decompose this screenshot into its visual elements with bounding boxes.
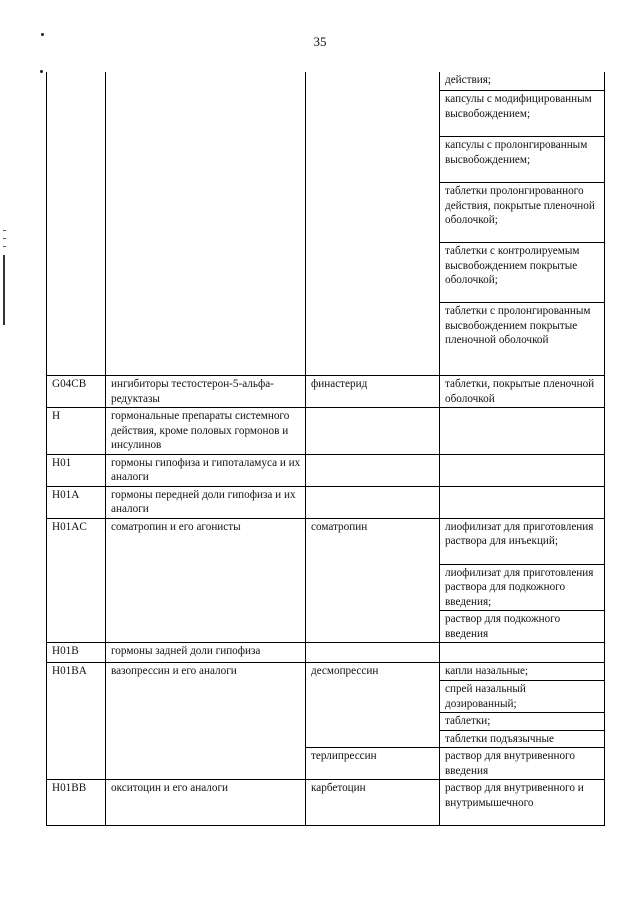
form-cell: лиофилизат для приготовления раствора для подкожного введения;	[440, 564, 605, 611]
group-cell: соматропин и его агонисты	[106, 518, 306, 643]
group-cell: гормональные препараты системного действия, кроме половых гормонов и инсулинов	[106, 408, 306, 455]
inn-cell	[306, 72, 440, 376]
group-cell: вазопрессин и его аналоги	[106, 663, 306, 780]
form-cell	[440, 486, 605, 518]
inn-cell	[306, 643, 440, 663]
form-cell: капсулы с модифицированным высвобождением;	[440, 91, 605, 137]
atc-code-cell: H01B	[47, 643, 106, 663]
form-cell: капли назальные;	[440, 663, 605, 681]
inn-cell: терлипрессин	[306, 748, 440, 780]
inn-cell: карбетоцин	[306, 780, 440, 826]
group-cell: гормоны гипофиза и гипоталамуса и их аналоги	[106, 454, 306, 486]
form-cell: таблетки, покрытые пленочной оболочкой	[440, 376, 605, 408]
form-cell: действия;	[440, 72, 605, 91]
inn-cell: соматропин	[306, 518, 440, 643]
form-cell: таблетки с контролируемым высвобождением покрытые оболочкой;	[440, 243, 605, 303]
form-cell	[440, 643, 605, 663]
group-cell: гормоны передней доли гипофиза и их аналоги	[106, 486, 306, 518]
table-row	[47, 663, 605, 681]
drug-table	[46, 72, 605, 826]
margin-mark	[3, 230, 6, 231]
group-cell	[106, 72, 306, 376]
form-cell: спрей назальный дозированный;	[440, 681, 605, 713]
atc-code-cell: H01BA	[47, 663, 106, 780]
table-row	[47, 376, 605, 408]
inn-cell: десмопрессин	[306, 663, 440, 748]
margin-mark	[3, 246, 6, 247]
form-cell: раствор для внутривенного введения	[440, 748, 605, 780]
margin-mark	[3, 255, 5, 325]
scan-dot	[40, 70, 43, 73]
atc-code-cell: H	[47, 408, 106, 455]
inn-cell	[306, 454, 440, 486]
inn-cell	[306, 408, 440, 455]
form-cell: таблетки с пролонгированным высвобождением покрытые пленочной оболочкой	[440, 303, 605, 376]
atc-code-cell	[47, 72, 106, 376]
form-cell	[440, 454, 605, 486]
page-number: 35	[313, 34, 327, 49]
table-row	[47, 643, 605, 663]
inn-cell: финастерид	[306, 376, 440, 408]
form-cell	[440, 408, 605, 455]
atc-code-cell: H01	[47, 454, 106, 486]
table-row	[47, 518, 605, 564]
form-cell: таблетки подъязычные	[440, 730, 605, 748]
atc-code-cell: H01BB	[47, 780, 106, 826]
margin-mark	[3, 238, 6, 239]
table-row	[47, 454, 605, 486]
form-cell: таблетки пролонгированного действия, покрытые пленочной оболочкой;	[440, 183, 605, 243]
table-row	[47, 780, 605, 826]
table-row	[47, 408, 605, 455]
form-cell: лиофилизат для приготовления раствора для инъекций;	[440, 518, 605, 564]
inn-cell	[306, 486, 440, 518]
form-cell: таблетки;	[440, 713, 605, 731]
group-cell: ингибиторы тестостерон-5-альфа-редуктазы	[106, 376, 306, 408]
group-cell: гормоны задней доли гипофиза	[106, 643, 306, 663]
form-cell: раствор для подкожного введения	[440, 611, 605, 643]
table-row	[47, 72, 605, 91]
form-cell: раствор для внутривенного и внутримышечного	[440, 780, 605, 826]
form-cell: капсулы с пролонгированным высвобождением;	[440, 137, 605, 183]
atc-code-cell: G04CB	[47, 376, 106, 408]
group-cell: окситоцин и его аналоги	[106, 780, 306, 826]
atc-code-cell: H01A	[47, 486, 106, 518]
table-row	[47, 486, 605, 518]
atc-code-cell: H01AC	[47, 518, 106, 643]
